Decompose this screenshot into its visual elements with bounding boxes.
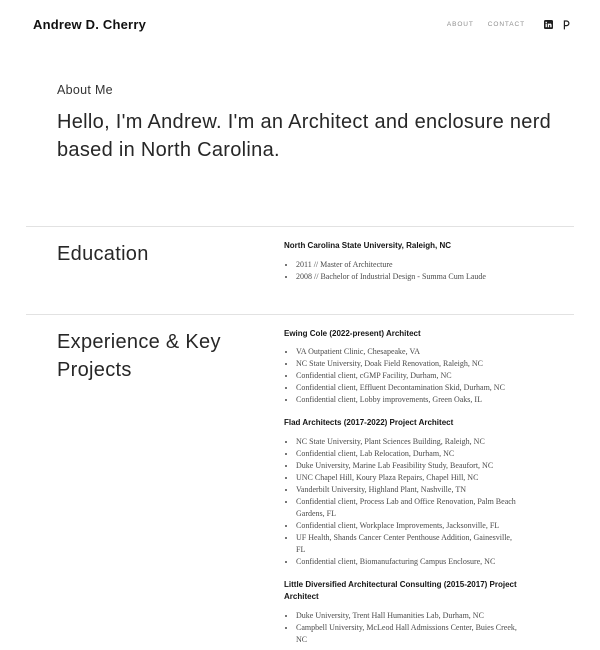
education-heading: Education [57, 243, 149, 265]
project-item: • Confidential client, Lab Relocation, Durham, NC [296, 448, 520, 460]
job-title: Flad Architects (2017-2022) Project Architect [284, 418, 454, 427]
experience-content-column [284, 328, 520, 646]
project-item: • Confidential client, Biomanufacturing Campus Enclosure, NC [296, 556, 520, 568]
project-item: • NC State University, Plant Sciences Building, Raleigh, NC [296, 436, 520, 448]
project-item-list [284, 610, 520, 646]
social-icons [544, 20, 570, 30]
job-title: Little Diversified Architectural Consulting (2015-2017) Project Architect [284, 579, 517, 601]
project-item: • Campbell University, McLeod Hall Admissions Center, Buies Creek, NC [296, 622, 520, 646]
pinterest-icon[interactable] [562, 20, 570, 30]
education-section [26, 227, 574, 314]
experience-heading: Experience & Key Projects [57, 330, 221, 381]
education-item-list [284, 259, 520, 283]
job-entry [284, 417, 520, 568]
project-item: • Confidential client, Effluent Decontamination Skid, Durham, NC [296, 382, 520, 394]
project-item: • Confidential client, cGMP Facility, Durham, NC [296, 370, 520, 382]
experience-heading-column [57, 328, 284, 646]
education-item: • 2008 // Bachelor of Industrial Design - Summa Cum Laude [296, 271, 520, 283]
linkedin-icon[interactable] [544, 20, 553, 29]
education-entry [284, 240, 520, 283]
project-item: • Confidential client, Process Lab and Office Renovation, Palm Beach Gardens, FL [296, 496, 520, 520]
nav-link-contact[interactable]: CONTACT [487, 21, 525, 28]
education-content-column [284, 240, 520, 283]
project-item: • Vanderbilt University, Highland Plant, Nashville, TN [296, 484, 520, 496]
about-section [0, 32, 600, 226]
school-title: North Carolina State University, Raleigh, NC [284, 241, 451, 250]
project-item: • VA Outpatient Clinic, Chesapeake, VA [296, 346, 520, 358]
experience-section [26, 315, 574, 646]
education-item: • 2011 // Master of Architecture [296, 259, 520, 271]
intro-text: Hello, I'm Andrew. I'm an Architect and enclosure nerd based in North Carolina. [57, 111, 552, 161]
nav-link-about[interactable]: ABOUT [446, 21, 474, 28]
project-item-list [284, 346, 520, 406]
project-item: • Duke University, Marine Lab Feasibility Study, Beaufort, NC [296, 460, 520, 472]
education-heading-column [57, 240, 284, 283]
project-item: • UNC Chapel Hill, Koury Plaza Repairs, Chapel Hill, NC [296, 472, 520, 484]
project-item: • Confidential client, Workplace Improvements, Jacksonville, FL [296, 520, 520, 532]
site-title[interactable]: Andrew D. Cherry [33, 17, 147, 32]
header-nav [447, 20, 570, 30]
site-header [0, 0, 600, 32]
project-item: • Duke University, Trent Hall Humanities Lab, Durham, NC [296, 610, 520, 622]
project-item: • UF Health, Shands Cancer Center Penthouse Addition, Gainesville, FL [296, 532, 520, 556]
project-item: • Confidential client, Lobby improvements, Green Oaks, IL [296, 394, 520, 406]
project-item-list [284, 436, 520, 568]
about-label: About Me [57, 83, 113, 97]
job-entry [284, 579, 520, 646]
job-title: Ewing Cole (2022-present) Architect [284, 328, 421, 338]
project-item: • NC State University, Doak Field Renovation, Raleigh, NC [296, 358, 520, 370]
job-entry [284, 328, 520, 407]
